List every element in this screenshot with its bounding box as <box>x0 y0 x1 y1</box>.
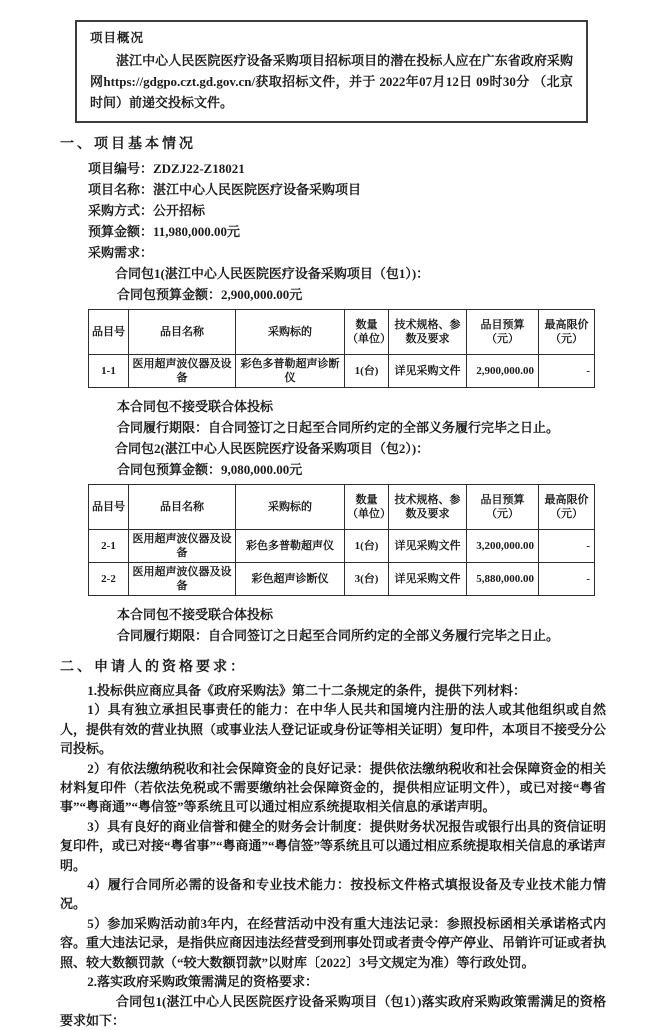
cell-target: 彩色超声诊断仪 <box>236 563 345 596</box>
cell-target: 彩色多普勒超声诊断仪 <box>236 355 345 388</box>
cell-price-cap: - <box>539 530 595 563</box>
section-qualification-heading: 二、申请人的资格要求： <box>60 658 606 677</box>
col-item-no: 品目号 <box>89 485 129 530</box>
table-header-row <box>89 310 595 355</box>
col-price-cap: 最高限价（元） <box>539 485 595 530</box>
cell-item-no: 2-1 <box>89 530 129 563</box>
cell-price-cap: - <box>539 563 595 596</box>
col-item-name: 品目名称 <box>129 485 236 530</box>
cell-budget: 3,200,000.00 <box>467 530 539 563</box>
qualification-paragraph: 1）具有独立承担民事责任的能力：在中华人民共和国境内注册的法人或其他组织或自然人，提供有效的营业执照（或事业法人登记证或身份证等相关证明）复印件，本项目不接受分公司投标。 <box>60 700 606 758</box>
overview-body: 湛江中心人民医院医疗设备采购项目招标项目的潜在投标人应在广东省政府采购网https://gdgpo.czt.gd.gov.cn/获取招标文件，并于 2022年07月12日 09时30分 （北京时间）前递交投标文件。 <box>90 50 573 113</box>
package2-items-table <box>88 484 595 596</box>
field-budget: 预算金额：11,980,000.00元 <box>60 221 606 242</box>
qualification-paragraph: 1.投标供应商应具备《政府采购法》第二十二条规定的条件，提供下列材料： <box>60 681 606 700</box>
cell-item-no: 2-2 <box>89 563 129 596</box>
field-project-name: 项目名称：湛江中心人民医院医疗设备采购项目 <box>60 179 606 200</box>
cell-item-name: 医用超声波仪器及设备 <box>129 563 236 596</box>
table-header-row <box>89 485 595 530</box>
package2-duration: 合同履行期限：自合同签订之日起至合同所约定的全部义务履行完毕之日止。 <box>60 625 606 646</box>
overview-title: 项目概况 <box>90 30 573 46</box>
cell-qty: 1(台) <box>345 530 389 563</box>
cell-qty: 3(台) <box>345 563 389 596</box>
qualification-section <box>60 658 606 1030</box>
qualification-paragraph: 2）有依法缴纳税收和社会保障资金的良好记录：提供依法缴纳税收和社会保障资金的相关材料复印件（若依法免税或不需要缴纳社会保障资金的，提供相应证明文件），或已对接“粤省事”“粤商通”“粤信签”等系统且可以通过相应系统提取相关信息的承诺声明。 <box>60 759 606 817</box>
cell-qty: 1(台) <box>345 355 389 388</box>
qualification-paragraph: 2.落实政府采购政策需满足的资格要求： <box>60 972 606 991</box>
field-demand-label: 采购需求： <box>60 242 606 263</box>
table-row <box>89 530 595 563</box>
col-spec: 技术规格、参数及要求 <box>389 310 467 355</box>
col-budget: 品目预算（元） <box>467 485 539 530</box>
table-row <box>89 563 595 596</box>
table-row <box>89 355 595 388</box>
col-spec: 技术规格、参数及要求 <box>389 485 467 530</box>
package1-items-table <box>88 309 595 388</box>
cell-budget: 5,880,000.00 <box>467 563 539 596</box>
package1-no-joint: 本合同包不接受联合体投标 <box>60 396 606 417</box>
package1-duration: 合同履行期限：自合同签订之日起至合同所约定的全部义务履行完毕之日止。 <box>60 417 606 438</box>
cell-item-name: 医用超声波仪器及设备 <box>129 530 236 563</box>
col-price-cap: 最高限价（元） <box>539 310 595 355</box>
col-target: 采购标的 <box>236 485 345 530</box>
col-qty: 数量（单位） <box>345 485 389 530</box>
cell-spec: 详见采购文件 <box>389 563 467 596</box>
cell-item-name: 医用超声波仪器及设备 <box>129 355 236 388</box>
qualification-paragraph: 合同包1(湛江中心人民医院医疗设备采购项目（包1）)落实政府采购政策需满足的资格要求如下： <box>60 992 606 1030</box>
section-basic-heading: 一、项目基本情况 <box>60 135 606 154</box>
col-item-no: 品目号 <box>89 310 129 355</box>
field-method: 采购方式：公开招标 <box>60 200 606 221</box>
col-budget: 品目预算（元） <box>467 310 539 355</box>
cell-item-no: 1-1 <box>89 355 129 388</box>
overview-box <box>75 20 588 123</box>
cell-price-cap: - <box>539 355 595 388</box>
cell-spec: 详见采购文件 <box>389 530 467 563</box>
package2-no-joint: 本合同包不接受联合体投标 <box>60 604 606 625</box>
qualification-paragraph: 4）履行合同所必需的设备和专业技术能力：按投标文件格式填报设备及专业技术能力情况。 <box>60 875 606 914</box>
package1-budget: 合同包预算金额：2,900,000.00元 <box>60 284 606 305</box>
package1-title: 合同包1(湛江中心人民医院医疗设备采购项目（包1）)： <box>60 263 606 284</box>
package2-budget: 合同包预算金额：9,080,000.00元 <box>60 459 606 480</box>
col-item-name: 品目名称 <box>129 310 236 355</box>
cell-spec: 详见采购文件 <box>389 355 467 388</box>
package2-title: 合同包2(湛江中心人民医院医疗设备采购项目（包2）)： <box>60 438 606 459</box>
qualification-paragraph: 3）具有良好的商业信誉和健全的财务会计制度：提供财务状况报告或银行出具的资信证明复印件，或已对接“粤省事”“粤商通”“粤信签”等系统且可以通过相应系统提取相关信息的承诺声明。 <box>60 817 606 875</box>
col-target: 采购标的 <box>236 310 345 355</box>
field-project-no: 项目编号：ZDZJ22-Z18021 <box>60 158 606 179</box>
cell-budget: 2,900,000.00 <box>467 355 539 388</box>
cell-target: 彩色多普勒超声仪 <box>236 530 345 563</box>
col-qty: 数量（单位） <box>345 310 389 355</box>
qualification-paragraph: 5）参加采购活动前3年内，在经营活动中没有重大违法记录：参照投标函相关承诺格式内容。重大违法记录，是指供应商因违法经营受到刑事处罚或者责令停产停业、吊销许可证或者执照、较大数额罚款（“较大数额罚款”以财库〔2022〕3号文规定为准）等行政处罚。 <box>60 914 606 972</box>
